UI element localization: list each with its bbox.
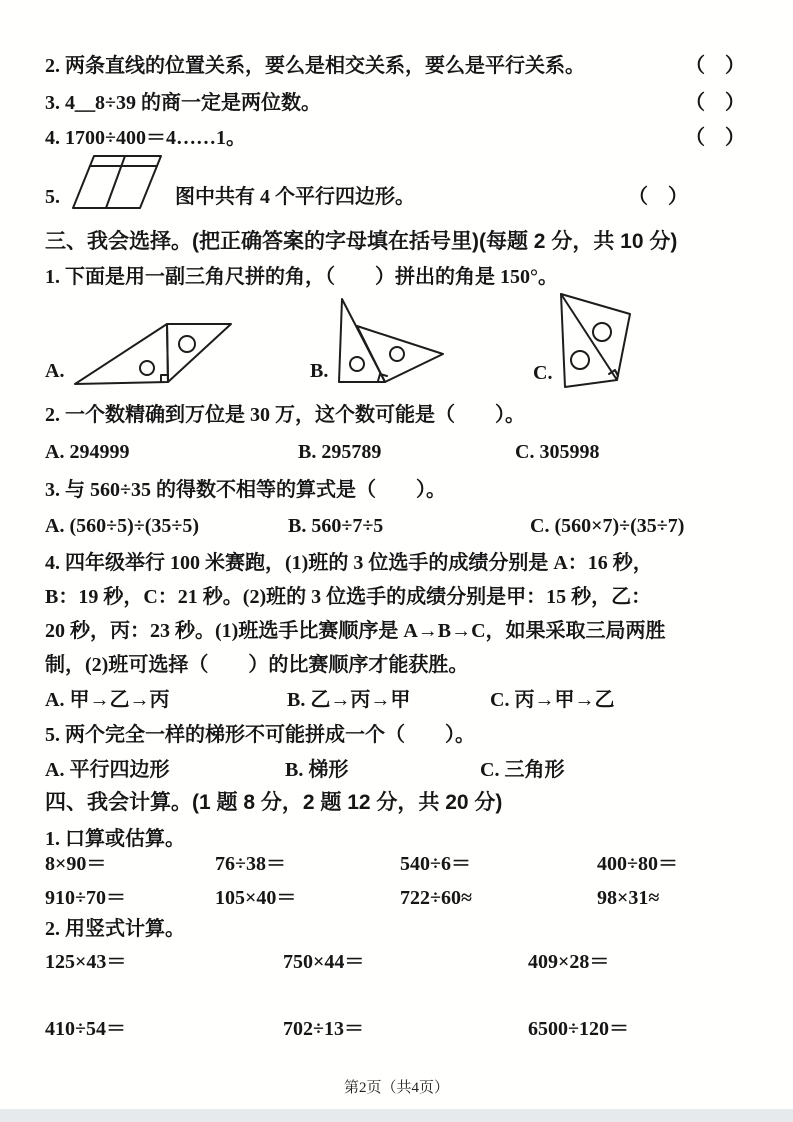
tf-item-text: 2. 两条直线的位置关系，要么是相交关系，要么是平行关系。 — [45, 55, 585, 77]
parallelogram-figure — [70, 153, 165, 211]
scan-edge-strip — [0, 1109, 793, 1122]
section-four-heading: 四、我会计算。(1 题 8 分，2 题 12 分，共 20 分) — [45, 791, 503, 814]
figure-label-b: B. — [310, 360, 329, 382]
choice-q4-line1: 4. 四年级举行 100 米赛跑，(1)班的 3 位选手的成绩分别是 A：16 秒， — [45, 552, 653, 574]
choice-q4-line3: 20 秒，丙：23 秒。(1)班选手比赛顺序是 A→B→C，如果采取三局两胜 — [45, 620, 666, 642]
choice-q2-text: 2. 一个数精确到万位是 30 万，这个数可能是（ ）。 — [45, 404, 525, 426]
option-a: A. 平行四边形 — [45, 759, 170, 781]
option-b: B. 梯形 — [285, 759, 349, 781]
vertical-calc-row-1 — [45, 948, 745, 976]
oral-expression: 8×90＝ — [45, 853, 107, 875]
tf-item-caption: 图中共有 4 个平行四边形。 — [175, 186, 415, 208]
choice-q5-text: 5. 两个完全一样的梯形不可能拼成一个（ ）。 — [45, 724, 475, 746]
tf-item-4 — [45, 124, 745, 152]
option-b: B. 乙→丙→甲 — [287, 689, 411, 711]
option-a: A. 甲→乙→丙 — [45, 689, 170, 711]
vertical-expression: 750×44＝ — [283, 951, 365, 973]
answer-paren: （ ） — [628, 186, 688, 208]
triangle-figure-a — [65, 294, 235, 389]
vertical-expression: 409×28＝ — [528, 951, 610, 973]
oral-expression: 105×40＝ — [215, 887, 297, 909]
section-three-heading: 三、我会选择。(把正确答案的字母填在括号里)(每题 2 分，共 10 分) — [45, 230, 678, 253]
tf-item-number: 5. — [45, 186, 60, 208]
option-c: C. 305998 — [515, 441, 600, 463]
oral-expression: 722÷60≈ — [400, 887, 472, 909]
tf-item-3 — [45, 89, 745, 117]
choice-q5-options — [45, 756, 745, 784]
choice-q4-line2: B：19 秒，C：21 秒。(2)班的 3 位选手的成绩分别是甲：15 秒，乙： — [45, 586, 652, 608]
option-a: A. 294999 — [45, 441, 130, 463]
option-c: C. 三角形 — [480, 759, 565, 781]
figure-label-a: A. — [45, 360, 65, 382]
oral-expression: 76÷38＝ — [215, 853, 286, 875]
vertical-calc-row-2 — [45, 1015, 745, 1043]
vertical-expression: 410÷54＝ — [45, 1018, 126, 1040]
vertical-expression: 6500÷120＝ — [528, 1018, 629, 1040]
calc-part1-label: 1. 口算或估算。 — [45, 828, 185, 850]
oral-expression: 910÷70＝ — [45, 887, 126, 909]
vertical-expression: 125×43＝ — [45, 951, 127, 973]
tf-item-text: 3. 4＿8÷39 的商一定是两位数。 — [45, 92, 321, 114]
option-a: A. (560÷5)÷(35÷5) — [45, 515, 200, 537]
choice-q2-options — [45, 438, 745, 466]
oral-calc-row-1 — [45, 850, 745, 878]
vertical-expression: 702÷13＝ — [283, 1018, 364, 1040]
oral-expression: 98×31≈ — [597, 887, 660, 909]
choice-q3-text: 3. 与 560÷35 的得数不相等的算式是（ ）。 — [45, 479, 446, 501]
choice-q4-line4: 制，(2)班可选择（ ）的比赛顺序才能获胜。 — [45, 654, 469, 676]
figure-label-c: C. — [533, 362, 553, 384]
tf-item-2 — [45, 52, 745, 80]
triangle-figure-c — [550, 290, 662, 402]
tf-item-text: 4. 1700÷400＝4……1。 — [45, 127, 246, 149]
option-c: C. 丙→甲→乙 — [490, 689, 615, 711]
answer-paren: （ ） — [685, 127, 745, 149]
option-c: C. (560×7)÷(35÷7) — [530, 515, 685, 537]
q1-figures — [45, 292, 755, 394]
tf-item-5-content — [45, 153, 415, 211]
choice-q4-options — [45, 686, 745, 714]
tf-item-5 — [45, 153, 745, 211]
option-b: B. 295789 — [298, 441, 382, 463]
option-b: B. 560÷7÷5 — [288, 515, 384, 537]
oral-calc-row-2 — [45, 884, 745, 912]
choice-q3-options — [45, 512, 745, 540]
answer-paren: （ ） — [685, 55, 745, 77]
choice-q1-text: 1. 下面是用一副三角尺拼的角，（ ）拼出的角是 150°。 — [45, 266, 558, 288]
calc-part2-label: 2. 用竖式计算。 — [45, 918, 185, 940]
oral-expression: 540÷6＝ — [400, 853, 471, 875]
triangle-figure-b — [330, 294, 455, 389]
answer-paren: （ ） — [685, 92, 745, 114]
footer-page-number: 第2页（共4页） — [343, 1080, 449, 1096]
oral-expression: 400÷80＝ — [597, 853, 678, 875]
